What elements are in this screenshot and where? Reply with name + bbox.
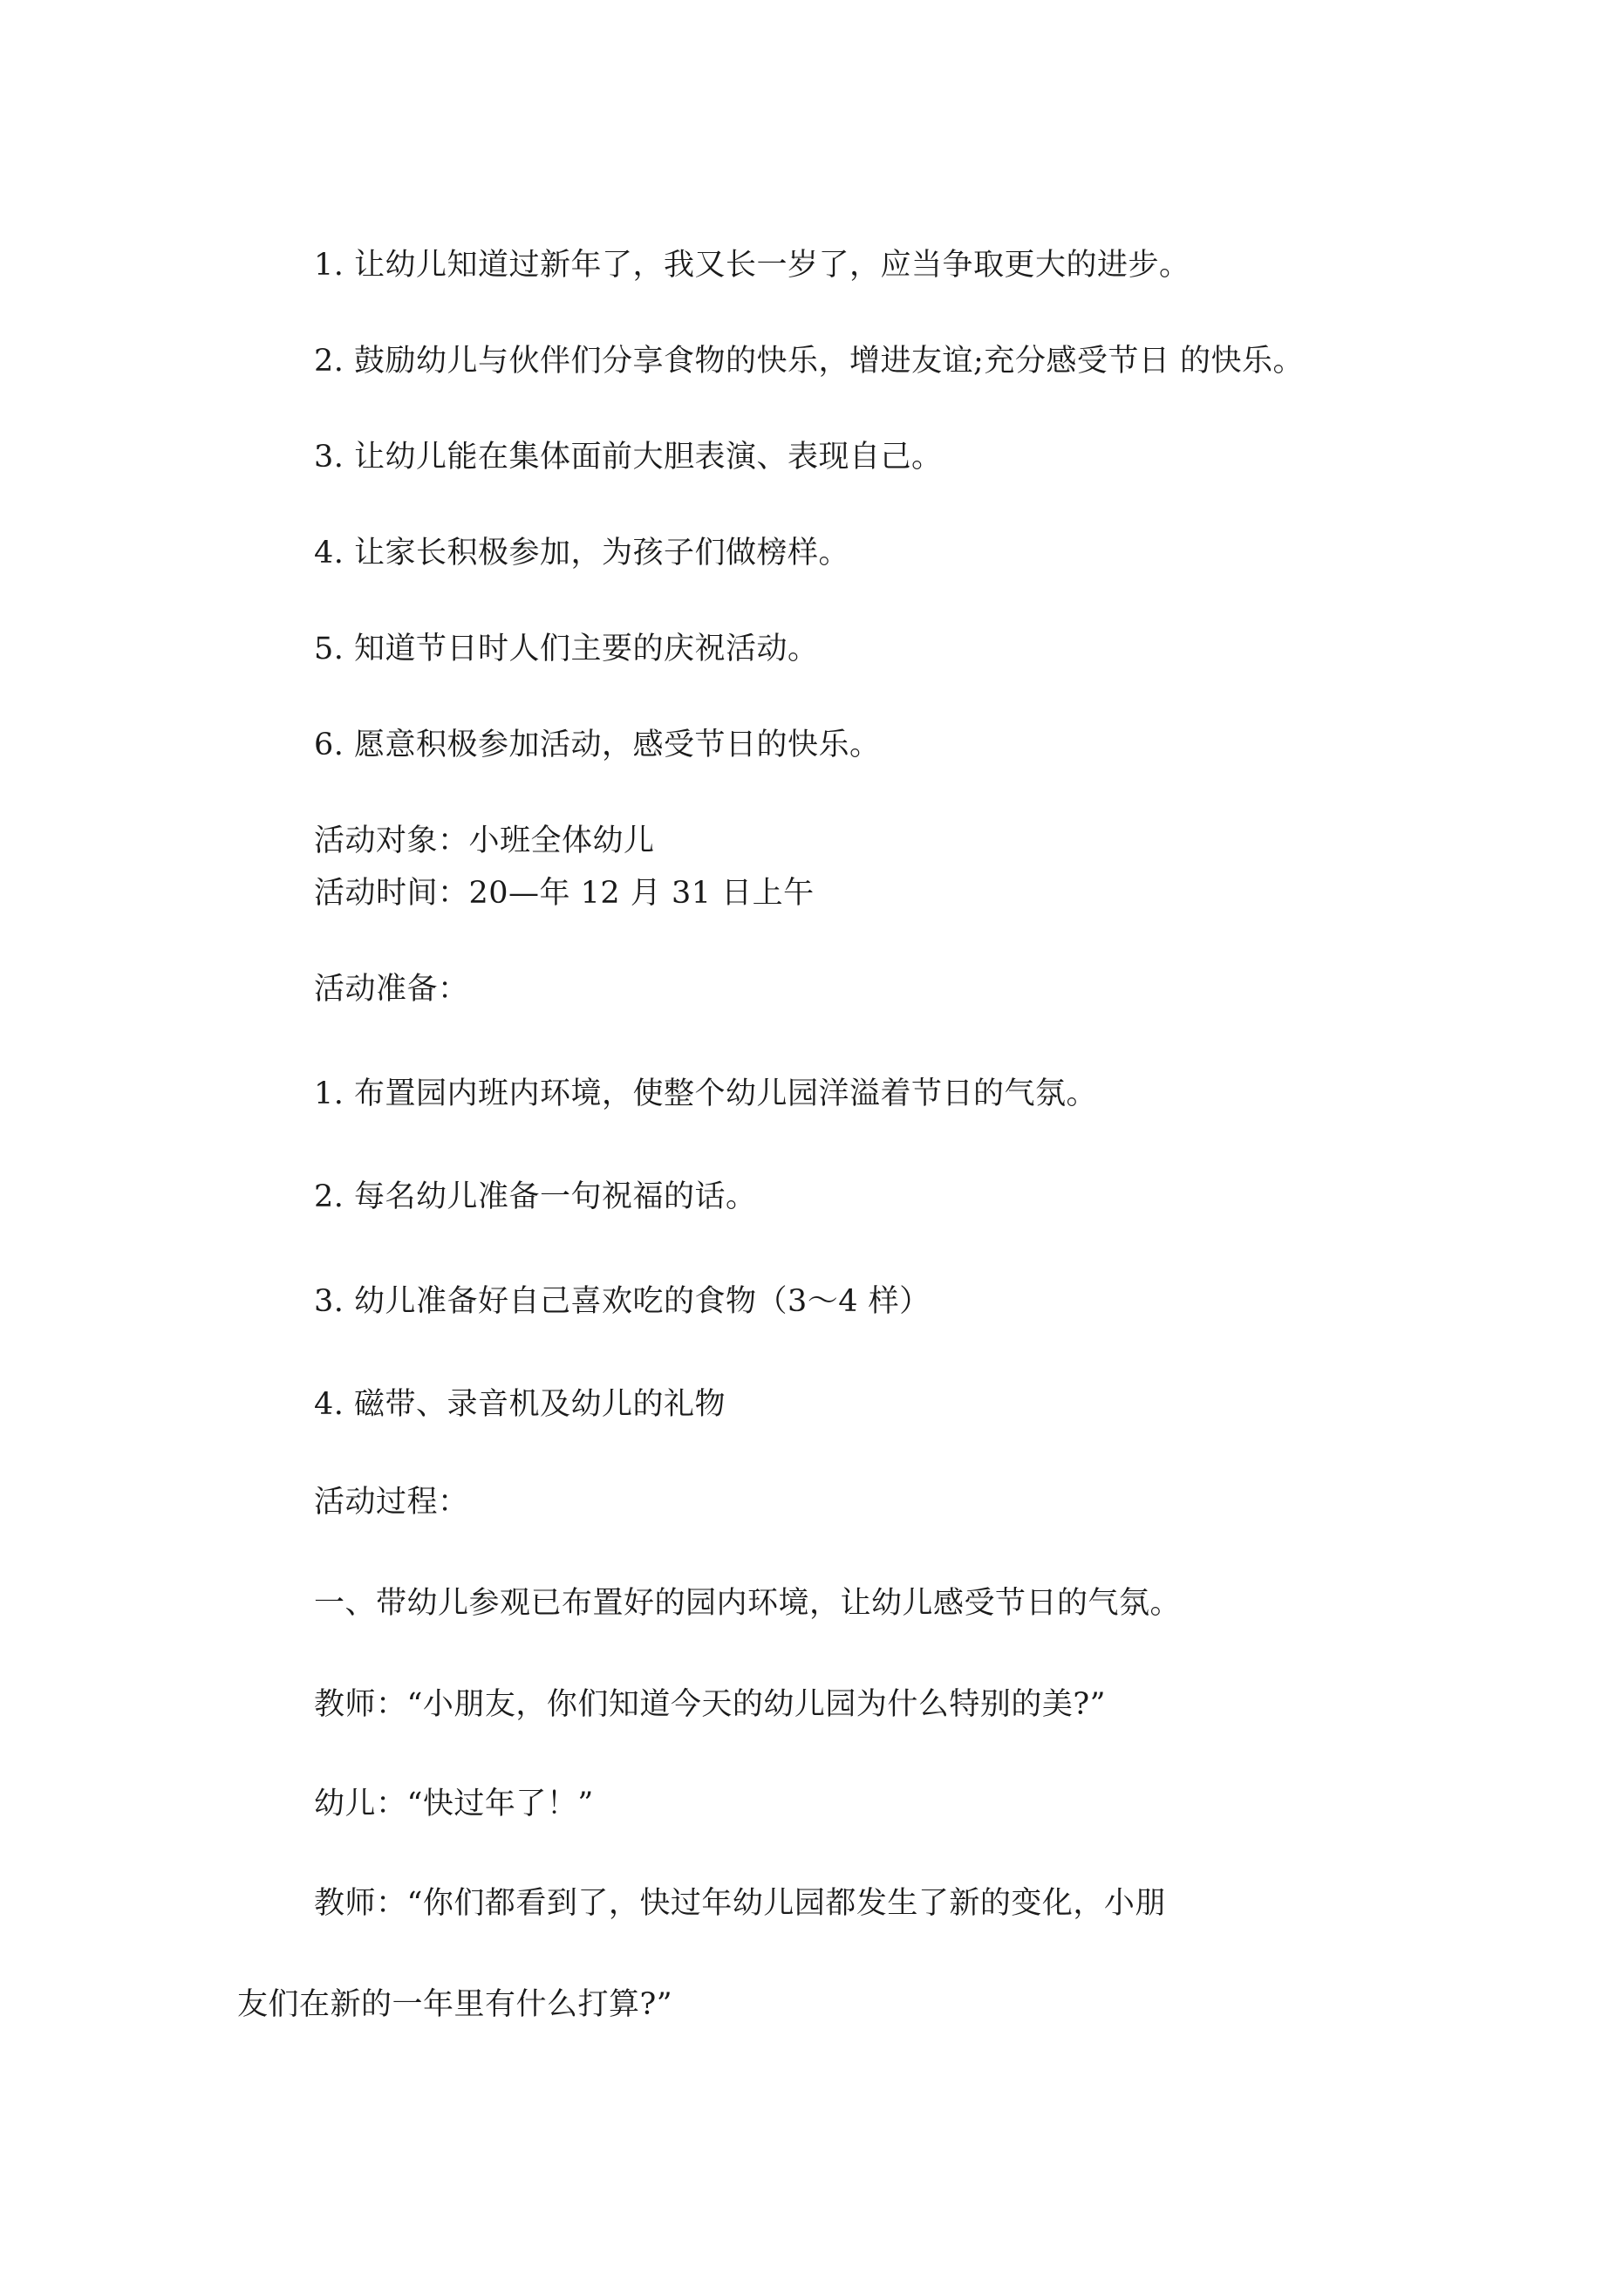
objective-6: 6. 愿意积极参加活动，感受节日的快乐。 — [314, 728, 881, 762]
activity-time: 活动时间：20—年 12 月 31 日上午 — [314, 876, 815, 911]
objective-1: 1. 让幼儿知道过新年了，我又长一岁了，应当争取更大的进步。 — [314, 248, 1190, 283]
activity-audience: 活动对象：小班全体幼儿 — [314, 823, 655, 858]
child-answer: 幼儿：“快过年了！” — [314, 1787, 594, 1821]
preparation-3: 3. 幼儿准备好自己喜欢吃的食物（3〜4 样） — [314, 1284, 931, 1319]
preparation-4: 4. 磁带、录音机及幼儿的礼物 — [314, 1387, 726, 1422]
objective-4: 4. 让家长积极参加，为孩子们做榜样。 — [314, 536, 850, 571]
teacher-question: 教师：“小朋友，你们知道今天的幼儿园为什么特别的美?” — [314, 1687, 1107, 1722]
process-heading: 活动过程： — [314, 1485, 469, 1520]
objective-2: 2. 鼓励幼儿与伙伴们分享食物的快乐，增进友谊;充分感受节日 的快乐。 — [314, 344, 1304, 379]
objective-5: 5. 知道节日时人们主要的庆祝活动。 — [314, 632, 819, 666]
preparation-heading: 活动准备： — [314, 972, 469, 1007]
preparation-2: 2. 每名幼儿准备一句祝福的话。 — [314, 1179, 757, 1214]
preparation-1: 1. 布置园内班内环境，使整个幼儿园洋溢着节日的气氛。 — [314, 1076, 1098, 1111]
objective-3: 3. 让幼儿能在集体面前大胆表演、表现自己。 — [314, 440, 943, 475]
process-step-1: 一、带幼儿参观已布置好的园内环境，让幼儿感受节日的气氛。 — [314, 1586, 1182, 1621]
teacher-followup: 教师：“你们都看到了，快过年幼儿园都发生了新的变化，小朋 — [314, 1886, 1166, 1921]
teacher-followup-continued: 友们在新的一年里有什么打算?” — [237, 1987, 673, 2022]
